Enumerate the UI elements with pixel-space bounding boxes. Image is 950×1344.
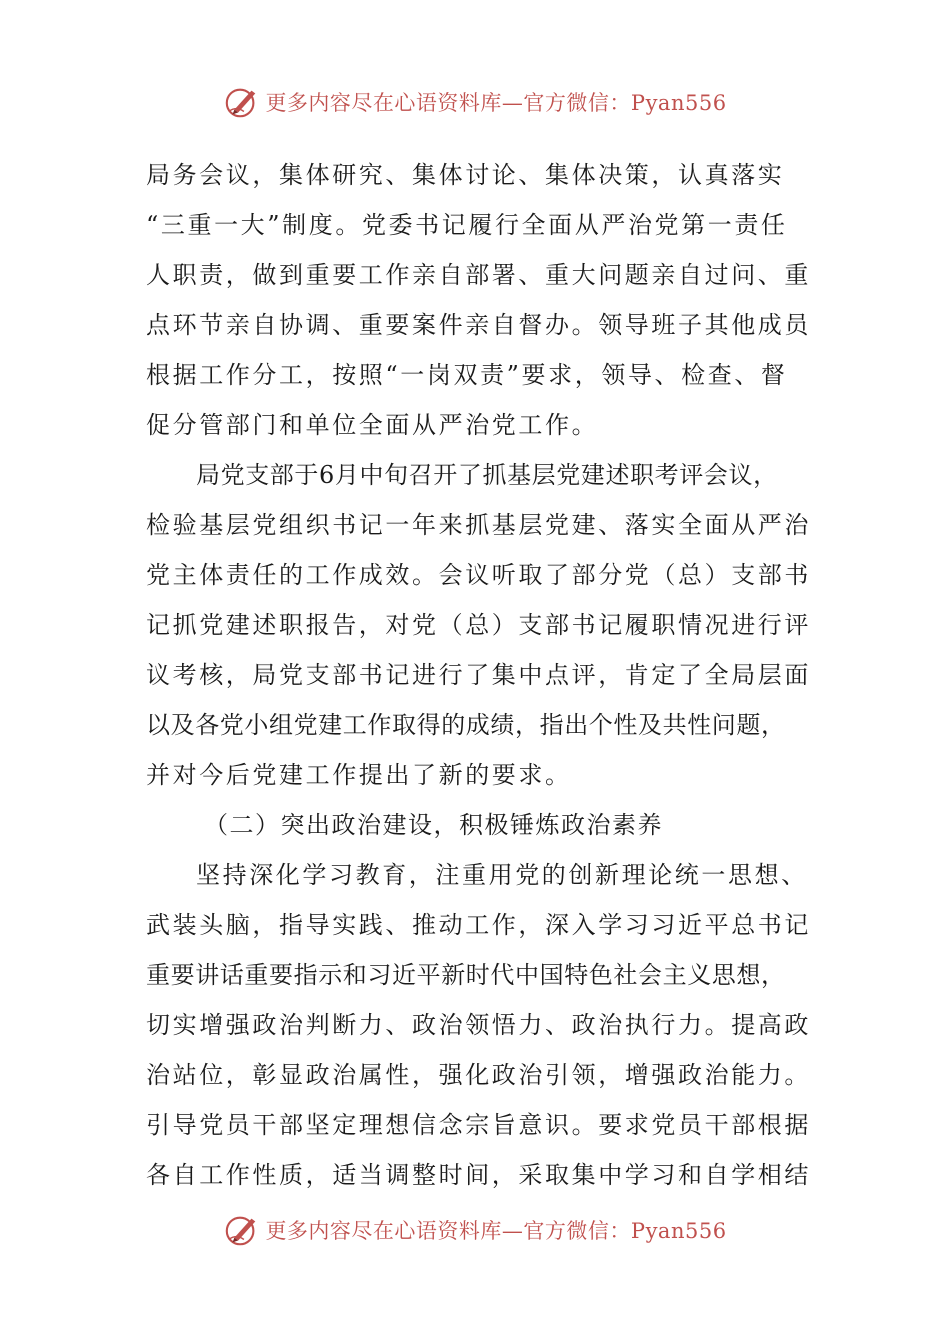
text-line: 武装头脑，指导实践、推动工作，深入学习习近平总书记 [146, 911, 811, 939]
text-line: “三重一大”制度。党委书记履行全面从严治党第一责任 [146, 211, 788, 239]
pen-logo-icon [223, 83, 261, 121]
header-banner [0, 80, 950, 124]
text-line: 重要讲话重要指示和习近平新时代中国特色社会主义思想， [146, 961, 786, 989]
text-line: 点环节亲自协调、重要案件亲自督办。领导班子其他成员 [146, 311, 811, 339]
banner-text: 更多内容尽在心语资料库—官方微信：Pyan556 [265, 1219, 727, 1243]
text-line: 促分管部门和单位全面从严治党工作。 [146, 411, 599, 439]
section-heading: （二）突出政治建设，积极锤炼政治素养 [204, 811, 663, 839]
footer-banner [0, 1208, 950, 1252]
banner-text: 更多内容尽在心语资料库—官方微信：Pyan556 [265, 91, 727, 115]
text-line: 检验基层党组织书记一年来抓基层党建、落实全面从严治 [146, 511, 811, 539]
text-line: 切实增强政治判断力、政治领悟力、政治执行力。提高政 [146, 1011, 811, 1039]
text-line: 引导党员干部坚定理想信念宗旨意识。要求党员干部根据 [146, 1111, 811, 1139]
text-line: 记抓党建述职报告，对党（总）支部书记履职情况进行评 [146, 611, 811, 639]
text-line: 议考核，局党支部书记进行了集中点评，肯定了全局层面 [146, 661, 811, 689]
text-line: 根据工作分工，按照“一岗双责”要求，领导、检查、督 [146, 361, 788, 389]
text-line: 各自工作性质，适当调整时间，采取集中学习和自学相结 [146, 1161, 811, 1189]
text-line: 人职责，做到重要工作亲自部署、重大问题亲自过问、重 [146, 261, 811, 289]
paragraph-start-line: 局党支部于6月中旬召开了抓基层党建述职考评会议， [196, 461, 778, 489]
paragraph-start-line: 坚持深化学习教育，注重用党的创新理论统一思想、 [196, 861, 808, 889]
text-line: 并对今后党建工作提出了新的要求。 [146, 761, 572, 789]
pen-logo-icon [223, 1211, 261, 1249]
text-line: 以及各党小组党建工作取得的成绩，指出个性及共性问题， [146, 711, 786, 739]
text-line: 治站位，彰显政治属性，强化政治引领，增强政治能力。 [146, 1061, 811, 1089]
document-body [146, 150, 811, 1200]
text-line: 党主体责任的工作成效。会议听取了部分党（总）支部书 [146, 561, 811, 589]
text-line: 局务会议，集体研究、集体讨论、集体决策，认真落实 [146, 161, 785, 189]
